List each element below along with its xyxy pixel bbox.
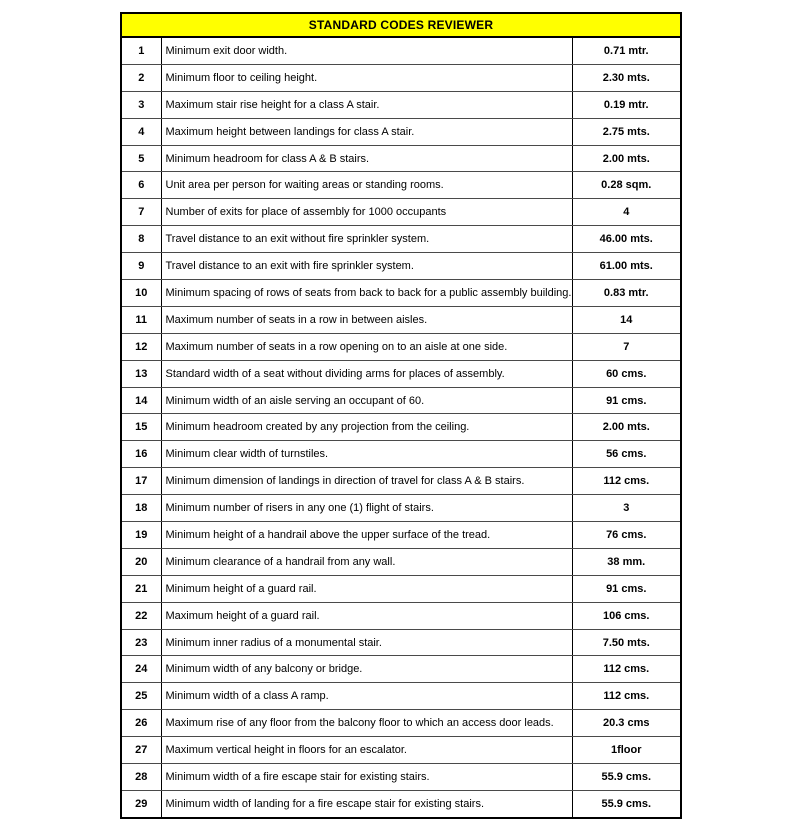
row-value: 76 cms. [572,522,681,549]
table-row [121,37,681,64]
row-description: Maximum rise of any floor from the balcony floor to which an access door leads. [161,710,572,737]
row-description: Travel distance to an exit with fire sprinkler system. [161,253,572,280]
row-value: 112 cms. [572,656,681,683]
table-row [121,306,681,333]
row-value: 55.9 cms. [572,790,681,817]
row-description: Minimum width of any balcony or bridge. [161,656,572,683]
row-number: 29 [121,790,161,817]
table-row [121,280,681,307]
row-description: Minimum number of risers in any one (1) flight of stairs. [161,495,572,522]
row-number: 3 [121,91,161,118]
row-value: 91 cms. [572,575,681,602]
row-number: 2 [121,64,161,91]
row-description: Standard width of a seat without dividing arms for places of assembly. [161,360,572,387]
row-number: 9 [121,253,161,280]
row-number: 13 [121,360,161,387]
row-value: 46.00 mts. [572,226,681,253]
table-row [121,629,681,656]
row-value: 55.9 cms. [572,764,681,791]
row-number: 10 [121,280,161,307]
row-number: 24 [121,656,161,683]
row-number: 16 [121,441,161,468]
table-row [121,710,681,737]
row-value: 56 cms. [572,441,681,468]
table-row [121,548,681,575]
row-value: 2.75 mts. [572,118,681,145]
table-row [121,333,681,360]
table-row [121,387,681,414]
row-description: Minimum clear width of turnstiles. [161,441,572,468]
row-description: Maximum height between landings for class A stair. [161,118,572,145]
row-value: 14 [572,306,681,333]
row-value: 112 cms. [572,468,681,495]
table-row [121,64,681,91]
row-description: Minimum headroom created by any projection from the ceiling. [161,414,572,441]
row-description: Maximum number of seats in a row opening on to an aisle at one side. [161,333,572,360]
row-value: 3 [572,495,681,522]
row-number: 5 [121,145,161,172]
row-value: 106 cms. [572,602,681,629]
row-number: 19 [121,522,161,549]
standard-codes-table [120,12,682,819]
table-row [121,145,681,172]
table-row [121,575,681,602]
table-header-row [121,13,681,37]
row-value: 0.19 mtr. [572,91,681,118]
row-number: 22 [121,602,161,629]
row-number: 20 [121,548,161,575]
row-number: 17 [121,468,161,495]
row-description: Minimum width of landing for a fire escape stair for existing stairs. [161,790,572,817]
row-number: 4 [121,118,161,145]
row-description: Maximum number of seats in a row in between aisles. [161,306,572,333]
row-number: 28 [121,764,161,791]
row-value: 38 mm. [572,548,681,575]
row-number: 27 [121,737,161,764]
table-row [121,360,681,387]
table-row [121,441,681,468]
table-row [121,602,681,629]
row-number: 14 [121,387,161,414]
table-title: STANDARD CODES REVIEWER [121,13,681,37]
row-description: Maximum vertical height in floors for an escalator. [161,737,572,764]
row-description: Minimum floor to ceiling height. [161,64,572,91]
row-value: 20.3 cms [572,710,681,737]
table-row [121,683,681,710]
row-number: 15 [121,414,161,441]
row-value: 0.28 sqm. [572,172,681,199]
row-number: 8 [121,226,161,253]
row-value: 61.00 mts. [572,253,681,280]
table-row [121,253,681,280]
codes-table-body [121,37,681,818]
table-row [121,522,681,549]
row-value: 2.30 mts. [572,64,681,91]
row-value: 91 cms. [572,387,681,414]
row-value: 0.83 mtr. [572,280,681,307]
row-description: Unit area per person for waiting areas or standing rooms. [161,172,572,199]
row-description: Maximum stair rise height for a class A stair. [161,91,572,118]
table-row [121,656,681,683]
table-row [121,226,681,253]
row-value: 60 cms. [572,360,681,387]
table-row [121,737,681,764]
row-value: 4 [572,199,681,226]
table-row [121,764,681,791]
row-number: 25 [121,683,161,710]
row-description: Minimum exit door width. [161,37,572,64]
row-number: 21 [121,575,161,602]
row-description: Minimum spacing of rows of seats from back to back for a public assembly building. [161,280,572,307]
row-number: 11 [121,306,161,333]
table-row [121,495,681,522]
table-row [121,91,681,118]
row-description: Minimum headroom for class A & B stairs. [161,145,572,172]
row-value: 1floor [572,737,681,764]
table-row [121,118,681,145]
table-row [121,414,681,441]
row-description: Number of exits for place of assembly for 1000 occupants [161,199,572,226]
row-number: 6 [121,172,161,199]
row-description: Minimum dimension of landings in direction of travel for class A & B stairs. [161,468,572,495]
row-description: Minimum clearance of a handrail from any wall. [161,548,572,575]
row-description: Maximum height of a guard rail. [161,602,572,629]
row-value: 0.71 mtr. [572,37,681,64]
table-row [121,199,681,226]
row-number: 12 [121,333,161,360]
row-number: 26 [121,710,161,737]
row-number: 1 [121,37,161,64]
row-description: Minimum width of a fire escape stair for existing stairs. [161,764,572,791]
row-value: 112 cms. [572,683,681,710]
row-value: 7 [572,333,681,360]
row-value: 7.50 mts. [572,629,681,656]
row-description: Travel distance to an exit without fire sprinkler system. [161,226,572,253]
table-row [121,468,681,495]
row-value: 2.00 mts. [572,414,681,441]
row-number: 23 [121,629,161,656]
row-number: 18 [121,495,161,522]
table-row [121,172,681,199]
row-number: 7 [121,199,161,226]
row-description: Minimum width of a class A ramp. [161,683,572,710]
row-description: Minimum inner radius of a monumental stair. [161,629,572,656]
row-description: Minimum height of a guard rail. [161,575,572,602]
table-row [121,790,681,817]
row-description: Minimum width of an aisle serving an occupant of 60. [161,387,572,414]
row-value: 2.00 mts. [572,145,681,172]
row-description: Minimum height of a handrail above the upper surface of the tread. [161,522,572,549]
